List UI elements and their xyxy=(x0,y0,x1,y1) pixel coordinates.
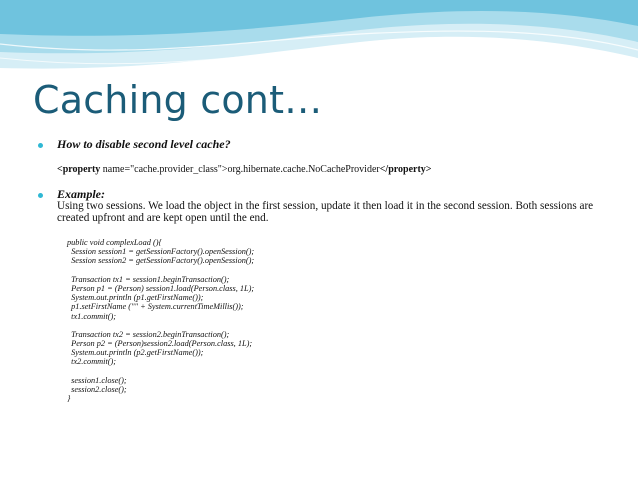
bullet-question: How to disable second level cache? xyxy=(57,137,231,151)
code-line: Session session1 = getSessionFactory().openSession(); xyxy=(67,247,255,257)
code-line: p1.setFirstName ("" + System.currentTimeMillis()); xyxy=(67,302,244,312)
slide-title: Caching cont… xyxy=(33,78,323,122)
property-close-tag: </property> xyxy=(379,164,432,175)
code-block xyxy=(67,238,254,403)
code-line: Person p1 = (Person) session1.load(Person.class, 1L); xyxy=(67,283,255,293)
property-attributes: name="cache.provider_class">org.hibernate.cache.NoCacheProvider xyxy=(100,164,380,175)
header-wave-decoration xyxy=(0,0,638,80)
code-line: session2.close(); xyxy=(67,385,127,394)
code-line xyxy=(67,266,254,275)
config-property-line xyxy=(57,164,431,175)
code-line xyxy=(67,367,254,376)
property-open-tag: <property xyxy=(57,164,101,175)
code-line: Person p2 = (Person)session2.load(Person.class, 1L); xyxy=(67,339,253,349)
code-line: Session session2 = getSessionFactory().openSession(); xyxy=(67,256,255,266)
code-line: System.out.println (p2.getFirstName()); xyxy=(67,348,204,358)
code-line: Transaction tx2 = session2.beginTransaction(); xyxy=(67,329,230,339)
code-line xyxy=(67,321,254,330)
code-line: tx1.commit(); xyxy=(67,311,117,321)
bullet-dot-icon xyxy=(38,143,43,148)
code-line: System.out.println (p1.getFirstName()); xyxy=(67,293,204,303)
code-line: public void complexLoad (){ xyxy=(67,238,162,247)
code-line: Transaction tx1 = session1.beginTransaction(); xyxy=(67,274,230,284)
code-line: session1.close(); xyxy=(67,375,127,385)
bullet-dot-icon xyxy=(38,193,43,198)
code-line: } xyxy=(67,394,71,404)
example-description: Using two sessions. We load the object in the first session, update it then load it in the second session. Both sessions are created upfront and are kept open until the end. xyxy=(57,200,594,224)
example-label: Example: xyxy=(57,187,105,201)
code-line: tx2.commit(); xyxy=(67,357,117,367)
